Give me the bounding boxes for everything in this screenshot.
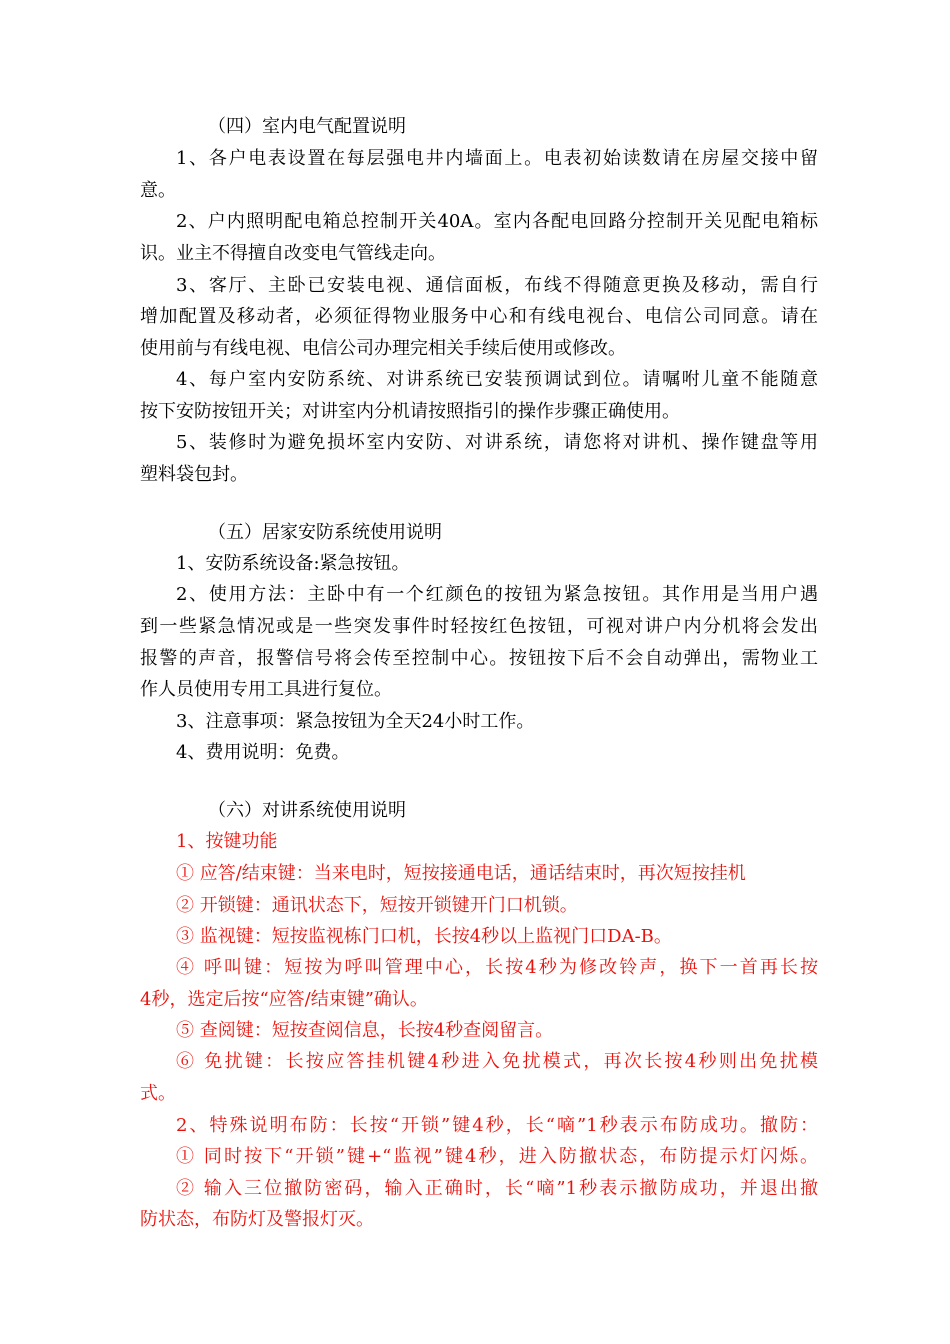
section-6-heading: （六）对讲系统使用说明 <box>208 800 406 821</box>
s5-p2-line1: 2、使用方法：主卧中有一个红颜色的按钮为紧急按钮。其作用是当用户遇 <box>176 584 818 605</box>
s5-p2-line4: 作人员使用专用工具进行复位。 <box>140 679 392 700</box>
s4-p4-line1: 4、每户室内安防系统、对讲系统已安装预调试到位。请嘱咐儿童不能随意 <box>176 369 818 390</box>
s6-key-functions-title: 1、按键功能 <box>176 831 278 852</box>
section-4-heading: （四）室内电气配置说明 <box>208 116 406 137</box>
s5-p2-line3: 报警的声音，报警信号将会传至控制中心。按钮按下后不会自动弹出，需物业工 <box>140 648 818 669</box>
s4-p5-line1: 5、装修时为避免损坏室内安防、对讲系统，请您将对讲机、操作键盘等用 <box>176 432 818 453</box>
s6-special-arm: 2、特殊说明布防：长按“开锁”键4秒，长“嘀”1秒表示布防成功。撤防： <box>176 1115 818 1136</box>
section-5-heading: （五）居家安防系统使用说明 <box>208 522 442 543</box>
s5-p2-line2: 到一些紧急情况或是一些突发事件时轻按红色按钮，可视对讲户内分机将会发出 <box>140 616 818 637</box>
s4-p2-line1: 2、户内照明配电箱总控制开关40A。室内各配电回路分控制开关见配电箱标 <box>176 211 818 232</box>
s6-key-monitor: ③ 监视键：短按监视栋门口机，长按4秒以上监视门口DA-B。 <box>176 926 672 947</box>
s6-key-dnd-line2: 式。 <box>140 1083 176 1104</box>
s4-p3-line2: 增加配置及移动者，必须征得物业服务中心和有线电视台、电信公司同意。请在 <box>140 306 818 327</box>
s6-key-review: ⑤ 查阅键：短按查阅信息，长按4秒查阅留言。 <box>176 1020 554 1041</box>
s4-p1-line1: 1、各户电表设置在每层强电井内墙面上。电表初始读数请在房屋交接中留 <box>176 148 818 169</box>
s4-p5-line2: 塑料袋包封。 <box>140 464 248 485</box>
s6-key-call-line2: 4秒，选定后按“应答/结束键”确认。 <box>140 989 428 1010</box>
s4-p2-line2: 识。业主不得擅自改变电气管线走向。 <box>140 243 446 264</box>
s6-special-disarm-step2-line1: ② 输入三位撤防密码，输入正确时，长“嘀”1秒表示撤防成功，并退出撤 <box>176 1178 818 1199</box>
s4-p1-line2: 意。 <box>140 180 176 201</box>
s6-key-dnd-line1: ⑥ 免扰键：长按应答挂机键4秒进入免扰模式，再次长按4秒则出免扰模 <box>176 1051 818 1072</box>
s5-p4: 4、费用说明：免费。 <box>176 742 350 763</box>
s4-p3-line3: 使用前与有线电视、电信公司办理完相关手续后使用或修改。 <box>140 338 626 359</box>
s5-p3: 3、注意事项：紧急按钮为全天24小时工作。 <box>176 711 535 732</box>
s6-special-disarm-step2-line2: 防状态，布防灯及警报灯灭。 <box>140 1209 374 1230</box>
s6-key-unlock: ② 开锁键：通讯状态下，短按开锁键开门口机锁。 <box>176 895 578 916</box>
s6-special-disarm-step1: ① 同时按下“开锁”键+“监视”键4秒，进入防撤状态，布防提示灯闪烁。 <box>176 1146 818 1167</box>
s6-key-answer: ① 应答/结束键：当来电时，短按接通电话，通话结束时，再次短按挂机 <box>176 863 746 884</box>
s5-p1: 1、安防系统设备:紧急按钮。 <box>176 553 410 574</box>
s4-p3-line1: 3、客厅、主卧已安装电视、通信面板，布线不得随意更换及移动，需自行 <box>176 275 818 296</box>
s4-p4-line2: 按下安防按钮开关；对讲室内分机请按照指引的操作步骤正确使用。 <box>140 401 680 422</box>
s6-key-call-line1: ④ 呼叫键：短按为呼叫管理中心，长按4秒为修改铃声，换下一首再长按 <box>176 957 818 978</box>
